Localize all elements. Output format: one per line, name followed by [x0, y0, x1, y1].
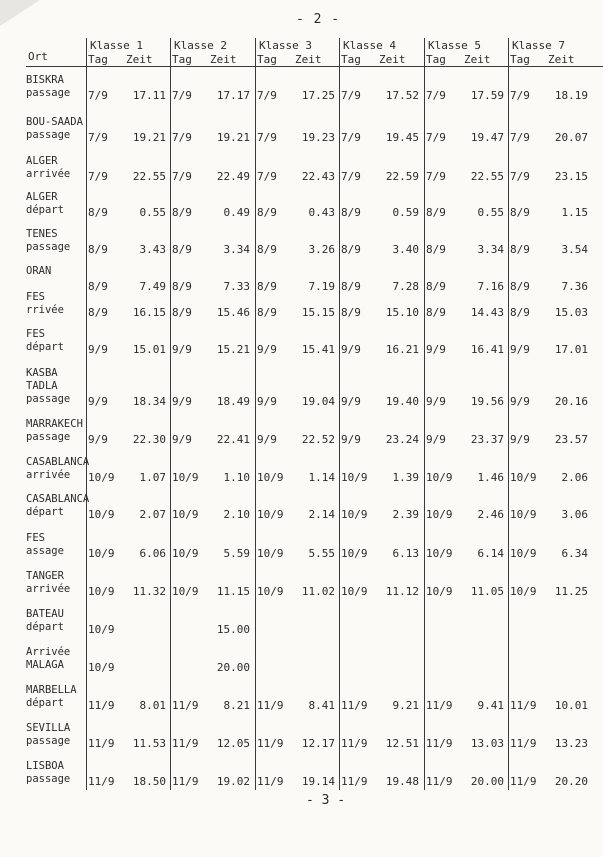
tag-header: Tag	[510, 53, 530, 66]
cell-zeit: 12.17	[301, 737, 335, 750]
place-name: TANGER arrivée	[26, 570, 71, 595]
cell-zeit: 5.59	[223, 547, 250, 560]
cell-zeit: 17.11	[132, 89, 166, 102]
cell-zeit: 2.14	[308, 508, 335, 521]
cell-zeit: 1.07	[139, 471, 166, 484]
cell-zeit: 2.06	[561, 471, 588, 484]
cell-tag: 11/9	[510, 699, 537, 712]
cell-zeit: 9.21	[392, 699, 419, 712]
cell-zeit: 7.16	[477, 280, 504, 293]
cell-tag: 7/9	[257, 131, 277, 144]
cell-tag: 9/9	[341, 433, 361, 446]
column-divider-2	[170, 38, 171, 790]
cell-zeit: 1.14	[308, 471, 335, 484]
place-name: LISBOA passage	[26, 760, 71, 785]
cell-tag: 9/9	[426, 343, 446, 356]
cell-tag: 10/9	[510, 508, 537, 521]
cell-tag: 7/9	[88, 89, 108, 102]
cell-tag: 10/9	[172, 471, 199, 484]
cell-tag: 11/9	[341, 775, 368, 788]
cell-zeit: 11.32	[132, 585, 166, 598]
cell-zeit: 22.59	[385, 170, 419, 183]
cell-zeit: 11.05	[470, 585, 504, 598]
cell-zeit: 0.55	[139, 206, 166, 219]
cell-tag: 9/9	[257, 433, 277, 446]
cell-zeit: 3.40	[392, 243, 419, 256]
cell-zeit: 17.17	[216, 89, 250, 102]
cell-tag: 10/9	[510, 585, 537, 598]
cell-zeit: 8.01	[139, 699, 166, 712]
cell-tag: 10/9	[257, 508, 284, 521]
cell-tag: 7/9	[341, 170, 361, 183]
cell-zeit: 2.07	[139, 508, 166, 521]
cell-tag: 9/9	[341, 395, 361, 408]
cell-tag: 9/9	[341, 343, 361, 356]
cell-zeit: 18.49	[216, 395, 250, 408]
cell-zeit: 19.23	[301, 131, 335, 144]
cell-zeit: 23.15	[554, 170, 588, 183]
cell-tag: 8/9	[426, 280, 446, 293]
klasse-header-5: Klasse 5	[428, 39, 481, 52]
place-name: CASABLANCA arrivée	[26, 456, 90, 481]
cell-tag: 8/9	[257, 206, 277, 219]
cell-zeit: 1.15	[561, 206, 588, 219]
tag-header: Tag	[257, 53, 277, 66]
zeit-header: Zeit	[210, 53, 237, 66]
cell-tag: 8/9	[510, 306, 530, 319]
cell-tag: 7/9	[341, 131, 361, 144]
column-divider-3	[255, 38, 256, 790]
cell-zeit: 17.25	[301, 89, 335, 102]
cell-zeit: 17.52	[385, 89, 419, 102]
cell-tag: 11/9	[510, 737, 537, 750]
cell-zeit: 19.21	[216, 131, 250, 144]
cell-tag: 8/9	[257, 243, 277, 256]
cell-zeit: 18.34	[132, 395, 166, 408]
place-name: FES rrivée	[26, 291, 64, 316]
cell-zeit: 19.45	[385, 131, 419, 144]
place-name: Arrivée MALAGA	[26, 646, 71, 671]
cell-zeit: 7.49	[139, 280, 166, 293]
cell-zeit: 20.16	[554, 395, 588, 408]
cell-zeit: 20.07	[554, 131, 588, 144]
cell-zeit: 6.34	[561, 547, 588, 560]
cell-zeit: 6.13	[392, 547, 419, 560]
zeit-header: Zeit	[464, 53, 491, 66]
cell-zeit: 11.25	[554, 585, 588, 598]
cell-tag: 10/9	[510, 547, 537, 560]
cell-zeit: 5.55	[308, 547, 335, 560]
klasse-header-1: Klasse 1	[90, 39, 143, 52]
cell-tag: 10/9	[172, 585, 199, 598]
cell-tag: 8/9	[172, 306, 192, 319]
klasse-header-2: Klasse 2	[174, 39, 227, 52]
cell-tag: 9/9	[426, 433, 446, 446]
cell-tag: 10/9	[510, 471, 537, 484]
cell-zeit: 11.53	[132, 737, 166, 750]
column-divider-4	[339, 38, 340, 790]
cell-zeit: 16.21	[385, 343, 419, 356]
place-name: BOU-SAADA passage	[26, 116, 83, 141]
cell-tag: 9/9	[88, 395, 108, 408]
cell-tag: 8/9	[172, 280, 192, 293]
cell-zeit: 15.10	[385, 306, 419, 319]
cell-tag: 11/9	[88, 775, 115, 788]
cell-tag: 7/9	[88, 170, 108, 183]
zeit-header: Zeit	[548, 53, 575, 66]
cell-zeit: 23.24	[385, 433, 419, 446]
header-divider	[26, 66, 603, 67]
page-corner-fold	[0, 0, 40, 26]
cell-zeit: 22.30	[132, 433, 166, 446]
cell-zeit: 22.41	[216, 433, 250, 446]
cell-zeit: 20.20	[554, 775, 588, 788]
cell-tag: 10/9	[341, 585, 368, 598]
cell-tag: 8/9	[426, 243, 446, 256]
cell-tag: 9/9	[88, 343, 108, 356]
cell-tag: 7/9	[510, 170, 530, 183]
klasse-header-6: Klasse 7	[512, 39, 565, 52]
cell-tag: 9/9	[510, 343, 530, 356]
cell-tag: 8/9	[341, 206, 361, 219]
cell-zeit: 19.14	[301, 775, 335, 788]
cell-tag: 8/9	[88, 306, 108, 319]
cell-zeit: 15.41	[301, 343, 335, 356]
cell-zeit: 2.46	[477, 508, 504, 521]
place-name: KASBA TADLA passage	[26, 367, 71, 405]
place-name: BISKRA passage	[26, 74, 71, 99]
klasse-header-3: Klasse 3	[259, 39, 312, 52]
page-number-top: - 2 -	[296, 12, 341, 27]
cell-tag: 7/9	[426, 170, 446, 183]
cell-zeit: 20.00	[216, 661, 250, 674]
cell-tag: 10/9	[88, 508, 115, 521]
cell-zeit: 15.15	[301, 306, 335, 319]
column-divider-6	[508, 38, 509, 790]
cell-tag: 10/9	[172, 547, 199, 560]
cell-zeit: 10.01	[554, 699, 588, 712]
cell-zeit: 3.43	[139, 243, 166, 256]
tag-header: Tag	[88, 53, 108, 66]
cell-tag: 7/9	[257, 89, 277, 102]
cell-tag: 10/9	[341, 547, 368, 560]
place-name: SEVILLA passage	[26, 722, 71, 747]
cell-tag: 11/9	[426, 737, 453, 750]
cell-tag: 7/9	[257, 170, 277, 183]
place-name: BATEAU départ	[26, 608, 64, 633]
cell-tag: 9/9	[172, 395, 192, 408]
cell-zeit: 15.03	[554, 306, 588, 319]
cell-zeit: 19.56	[470, 395, 504, 408]
cell-zeit: 23.37	[470, 433, 504, 446]
cell-tag: 8/9	[510, 243, 530, 256]
cell-tag: 8/9	[426, 306, 446, 319]
place-name: ORAN	[26, 265, 52, 277]
cell-tag: 8/9	[341, 243, 361, 256]
cell-zeit: 23.57	[554, 433, 588, 446]
cell-tag: 10/9	[88, 471, 115, 484]
cell-zeit: 3.34	[477, 243, 504, 256]
cell-zeit: 7.33	[223, 280, 250, 293]
klasse-header-4: Klasse 4	[343, 39, 396, 52]
cell-zeit: 1.46	[477, 471, 504, 484]
place-name: TENES passage	[26, 228, 71, 253]
cell-tag: 7/9	[426, 131, 446, 144]
cell-zeit: 3.06	[561, 508, 588, 521]
cell-zeit: 12.51	[385, 737, 419, 750]
cell-zeit: 22.52	[301, 433, 335, 446]
cell-tag: 7/9	[341, 89, 361, 102]
cell-tag: 9/9	[257, 395, 277, 408]
cell-tag: 10/9	[88, 585, 115, 598]
cell-zeit: 11.15	[216, 585, 250, 598]
cell-zeit: 16.15	[132, 306, 166, 319]
cell-zeit: 7.19	[308, 280, 335, 293]
cell-tag: 10/9	[426, 508, 453, 521]
cell-zeit: 19.48	[385, 775, 419, 788]
cell-tag: 10/9	[172, 508, 199, 521]
cell-zeit: 19.47	[470, 131, 504, 144]
cell-tag: 9/9	[510, 395, 530, 408]
cell-tag: 7/9	[88, 131, 108, 144]
cell-tag: 10/9	[88, 661, 115, 674]
cell-tag: 11/9	[257, 775, 284, 788]
cell-zeit: 19.02	[216, 775, 250, 788]
cell-tag: 9/9	[510, 433, 530, 446]
cell-zeit: 17.59	[470, 89, 504, 102]
cell-tag: 7/9	[172, 89, 192, 102]
cell-tag: 10/9	[426, 585, 453, 598]
cell-tag: 7/9	[426, 89, 446, 102]
cell-zeit: 18.19	[554, 89, 588, 102]
cell-zeit: 3.54	[561, 243, 588, 256]
cell-zeit: 19.04	[301, 395, 335, 408]
cell-zeit: 18.50	[132, 775, 166, 788]
tag-header: Tag	[426, 53, 446, 66]
place-name: ALGER arrivée	[26, 155, 71, 180]
cell-tag: 9/9	[257, 343, 277, 356]
cell-tag: 9/9	[172, 433, 192, 446]
cell-tag: 11/9	[510, 775, 537, 788]
cell-zeit: 19.21	[132, 131, 166, 144]
cell-tag: 8/9	[88, 243, 108, 256]
cell-zeit: 0.59	[392, 206, 419, 219]
zeit-header: Zeit	[295, 53, 322, 66]
cell-tag: 8/9	[341, 280, 361, 293]
cell-tag: 11/9	[172, 775, 199, 788]
cell-zeit: 12.05	[216, 737, 250, 750]
cell-zeit: 1.10	[223, 471, 250, 484]
cell-zeit: 3.34	[223, 243, 250, 256]
cell-zeit: 17.01	[554, 343, 588, 356]
cell-tag: 10/9	[341, 508, 368, 521]
tag-header: Tag	[341, 53, 361, 66]
cell-zeit: 15.00	[216, 623, 250, 636]
cell-tag: 8/9	[172, 243, 192, 256]
cell-zeit: 7.36	[561, 280, 588, 293]
cell-tag: 11/9	[257, 699, 284, 712]
column-divider-1	[86, 38, 87, 790]
place-name: CASABLANCA départ	[26, 493, 90, 518]
cell-zeit: 1.39	[392, 471, 419, 484]
cell-tag: 10/9	[88, 623, 115, 636]
cell-tag: 8/9	[257, 306, 277, 319]
cell-zeit: 2.10	[223, 508, 250, 521]
cell-tag: 10/9	[257, 585, 284, 598]
cell-tag: 11/9	[341, 699, 368, 712]
cell-tag: 8/9	[341, 306, 361, 319]
cell-zeit: 20.00	[470, 775, 504, 788]
cell-zeit: 16.41	[470, 343, 504, 356]
cell-zeit: 6.14	[477, 547, 504, 560]
cell-zeit: 0.55	[477, 206, 504, 219]
cell-tag: 11/9	[257, 737, 284, 750]
cell-tag: 11/9	[88, 737, 115, 750]
cell-tag: 11/9	[426, 775, 453, 788]
tag-header: Tag	[172, 53, 192, 66]
zeit-header: Zeit	[379, 53, 406, 66]
cell-zeit: 15.46	[216, 306, 250, 319]
cell-zeit: 19.40	[385, 395, 419, 408]
cell-tag: 8/9	[510, 280, 530, 293]
cell-zeit: 22.55	[470, 170, 504, 183]
cell-zeit: 22.43	[301, 170, 335, 183]
cell-tag: 8/9	[88, 206, 108, 219]
cell-zeit: 15.01	[132, 343, 166, 356]
cell-tag: 9/9	[426, 395, 446, 408]
cell-tag: 8/9	[88, 280, 108, 293]
cell-zeit: 22.55	[132, 170, 166, 183]
cell-tag: 7/9	[172, 170, 192, 183]
cell-tag: 11/9	[88, 699, 115, 712]
ort-column-header: Ort	[28, 50, 48, 63]
cell-zeit: 15.21	[216, 343, 250, 356]
cell-zeit: 9.41	[477, 699, 504, 712]
cell-zeit: 3.26	[308, 243, 335, 256]
cell-tag: 10/9	[426, 471, 453, 484]
page-number-bottom: - 3 -	[306, 793, 346, 808]
place-name: MARBELLA départ	[26, 684, 77, 709]
cell-tag: 10/9	[88, 547, 115, 560]
cell-tag: 10/9	[341, 471, 368, 484]
cell-zeit: 8.41	[308, 699, 335, 712]
cell-zeit: 0.43	[308, 206, 335, 219]
cell-zeit: 8.21	[223, 699, 250, 712]
cell-tag: 8/9	[426, 206, 446, 219]
cell-tag: 8/9	[257, 280, 277, 293]
cell-zeit: 11.12	[385, 585, 419, 598]
cell-zeit: 13.23	[554, 737, 588, 750]
cell-tag: 9/9	[172, 343, 192, 356]
zeit-header: Zeit	[126, 53, 153, 66]
cell-zeit: 14.43	[470, 306, 504, 319]
cell-tag: 7/9	[510, 131, 530, 144]
cell-tag: 11/9	[172, 699, 199, 712]
cell-tag: 11/9	[172, 737, 199, 750]
cell-tag: 7/9	[510, 89, 530, 102]
cell-zeit: 2.39	[392, 508, 419, 521]
cell-zeit: 7.28	[392, 280, 419, 293]
place-name: FES assage	[26, 532, 64, 557]
cell-tag: 11/9	[341, 737, 368, 750]
cell-tag: 10/9	[257, 547, 284, 560]
cell-zeit: 13.03	[470, 737, 504, 750]
column-divider-5	[424, 38, 425, 790]
cell-tag: 9/9	[88, 433, 108, 446]
cell-tag: 10/9	[257, 471, 284, 484]
cell-zeit: 6.06	[139, 547, 166, 560]
cell-zeit: 22.49	[216, 170, 250, 183]
place-name: MARRAKECH passage	[26, 418, 83, 443]
place-name: ALGER départ	[26, 191, 64, 216]
cell-zeit: 11.02	[301, 585, 335, 598]
cell-tag: 11/9	[426, 699, 453, 712]
cell-zeit: 0.49	[223, 206, 250, 219]
cell-tag: 8/9	[510, 206, 530, 219]
cell-tag: 7/9	[172, 131, 192, 144]
place-name: FES départ	[26, 328, 64, 353]
cell-tag: 10/9	[426, 547, 453, 560]
cell-tag: 8/9	[172, 206, 192, 219]
